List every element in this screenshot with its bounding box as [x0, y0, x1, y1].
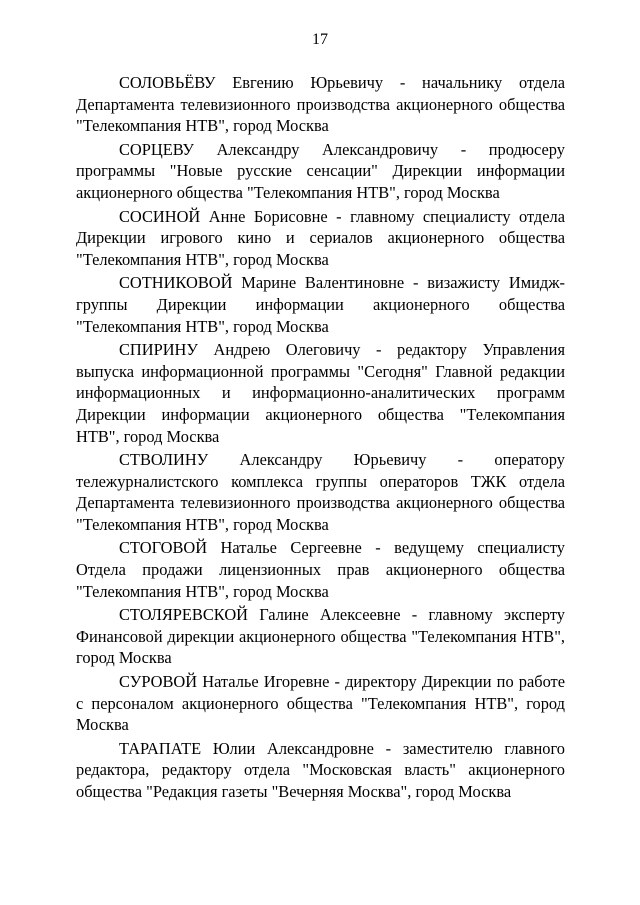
page-number: 17 — [312, 31, 328, 48]
entry-surname: СОТНИКОВОЙ — [119, 273, 233, 293]
list-item — [76, 671, 565, 736]
list-item — [76, 604, 565, 669]
entry-text: Андрею Олеговичу - редактору Управления выпуска информационной программы "Сегодня" Главной редакции информационных и информационно-аналитических программ Дирекции информации акционерного общества "Телекомпания НТВ", город Москва — [76, 340, 565, 446]
award-list — [76, 72, 565, 805]
entry-text: Наталье Сергеевне - ведущему специалисту Отдела продажи лицензионных прав акционерного общества "Телекомпания НТВ", город Москва — [76, 538, 565, 601]
list-item — [76, 206, 565, 271]
entry-surname: СТОГОВОЙ — [119, 538, 208, 558]
entry-text: Александру Юрьевичу - оператору тележурналистского комплекса группы операторов ТЖК отдела Департамента телевизионного производства акционерного общества "Телекомпания НТВ", город Москва — [76, 450, 565, 534]
entry-surname: СТВОЛИНУ — [119, 450, 209, 470]
entry-surname: СУРОВОЙ — [119, 672, 198, 692]
entry-text: Юлии Александровне - заместителю главного редактора, редактору отдела "Московская власть" акционерного общества "Редакция газеты "Вечерняя Москва", город Москва — [76, 738, 565, 801]
list-item — [76, 72, 565, 137]
entry-surname: СПИРИНУ — [119, 340, 198, 360]
list-item — [76, 537, 565, 602]
entry-surname: СОЛОВЬЁВУ — [119, 73, 216, 92]
entry-text: Марине Валентиновне - визажисту Имидж-группы Дирекции информации акционерного общества "Телекомпания НТВ", город Москва — [76, 273, 565, 336]
entry-surname: СОРЦЕВУ — [119, 139, 194, 159]
entry-text: Наталье Игоревне - директору Дирекции по работе с персоналом акционерного общества "Телекомпания НТВ", город Москва — [76, 672, 565, 735]
list-item — [76, 272, 565, 337]
entry-text: Анне Борисовне - главному специалисту отдела Дирекции игрового кино и сериалов акционерного общества "Телекомпания НТВ", город Москва — [76, 206, 565, 269]
entry-surname: ТАРАПАТЕ — [119, 738, 202, 758]
entry-surname: СТОЛЯРЕВСКОЙ — [119, 605, 248, 625]
entry-surname: СОСИНОЙ — [119, 206, 201, 226]
list-item — [76, 339, 565, 447]
list-item — [76, 139, 565, 204]
entry-text: Александру Александровичу - продюсеру программы "Новые русские сенсации" Дирекции информации акционерного общества "Телекомпания НТВ", город Москва — [76, 139, 565, 202]
list-item — [76, 449, 565, 535]
entry-text: Галине Алексеевне - главному эксперту Финансовой дирекции акционерного общества "Телекомпания НТВ", город Москва — [76, 605, 565, 668]
list-item — [76, 738, 565, 803]
entry-text: Евгению Юрьевичу - начальнику отдела Департамента телевизионного производства акционерного общества "Телекомпания НТВ", город Москва — [76, 73, 565, 136]
